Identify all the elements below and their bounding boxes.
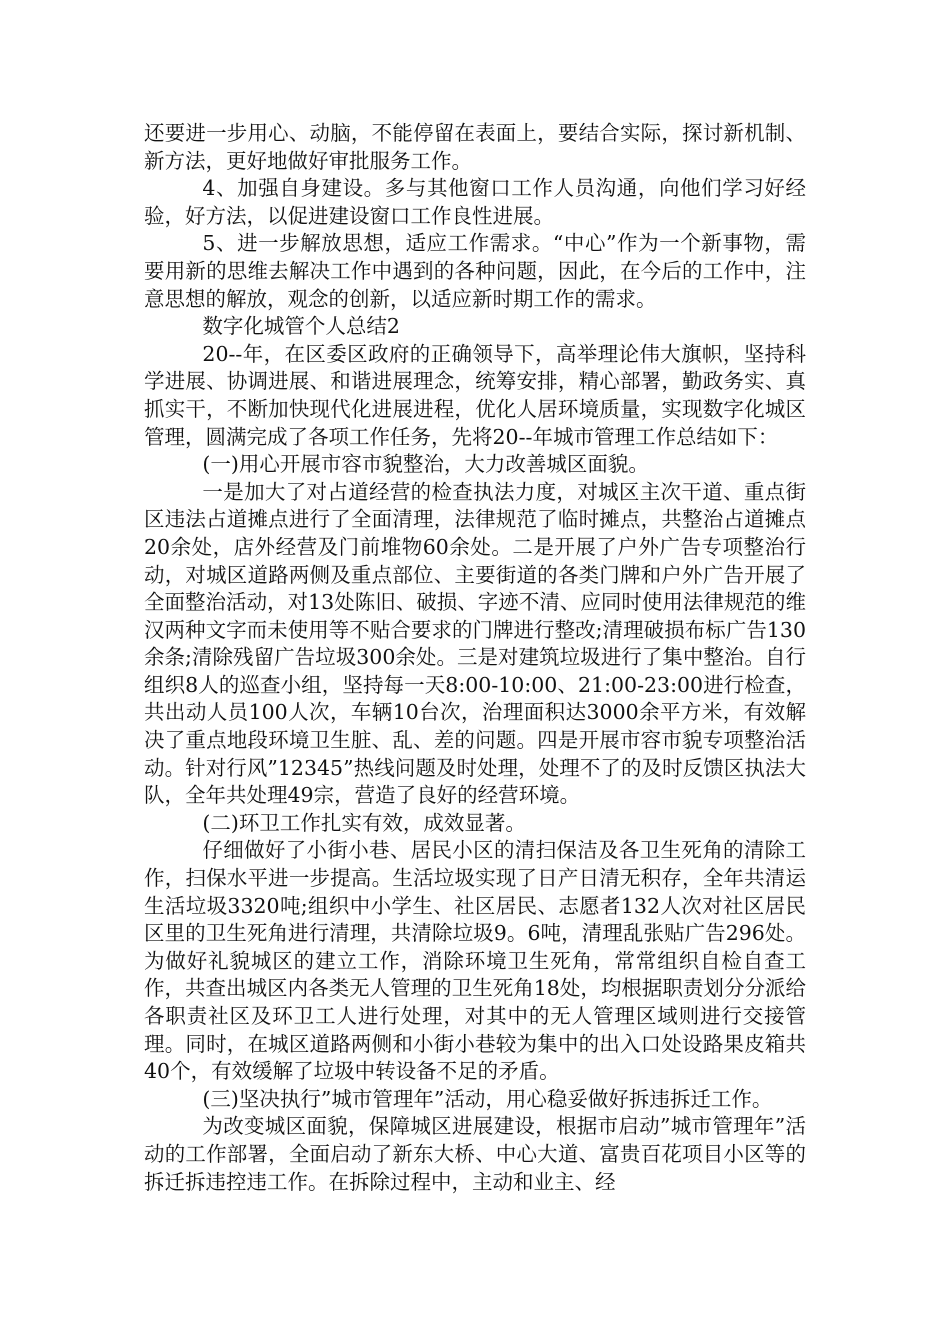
paragraph: 4、加强自身建设。多与其他窗口工作人员沟通，向他们学习好经验，好方法，以促进建设窗口工作良性进展。	[144, 176, 806, 228]
paragraph: 为改变城区面貌，保障城区进展建设，根据市启动”城市管理年”活动的工作部署，全面启动了新东大桥、中心大道、富贵百花项目小区等的拆迁拆违控违工作。在拆除过程中，主动和业主、经	[144, 1114, 806, 1194]
paragraph: 仔细做好了小街小巷、居民小区的清扫保洁及各卫生死角的清除工作，扫保水平进一步提高。生活垃圾实现了日产日清无积存，全年共清运生活垃圾3320吨;组织中小学生、社区居民、志愿者132人次对社区居民区里的卫生死角进行清理，共清除垃圾9。6吨，清理乱张贴广告296处。为做好礼貌城区的建立工作，消除环境卫生死角，常常组织自检自查工作，共查出城区内各类无人管理的卫生死角18处，均根据职责划分分派给各职责社区及环卫工人进行处理，对其中的无人管理区域则进行交接管理。同时，在城区道路两侧和小街小巷较为集中的出入口处设路果皮箱共40个，有效缓解了垃圾中转设备不足的矛盾。	[144, 838, 806, 1084]
paragraph: 还要进一步用心、动脑，不能停留在表面上，要结合实际，探讨新机制、新方法，更好地做好审批服务工作。	[144, 121, 806, 173]
paragraph: 5、进一步解放思想，适应工作需求。“中心”作为一个新事物，需要用新的思维去解决工作中遇到的各种问题，因此，在今后的工作中，注意思想的解放，观念的创新，以适应新时期工作的需求。	[144, 231, 806, 311]
section-heading: (三)坚决执行”城市管理年”活动，用心稳妥做好拆违拆迁工作。	[202, 1086, 773, 1111]
document-body	[144, 120, 806, 1196]
section-heading: (一)用心开展市容市貌整治，大力改善城区面貌。	[202, 452, 649, 477]
paragraph: 20--年，在区委区政府的正确领导下，高举理论伟大旗帜，坚持科学进展、协调进展、和谐进展理念，统筹安排，精心部署，勤政务实、真抓实干，不断加快现代化进展进程，优化人居环境质量，实现数字化城区管理，圆满完成了各项工作任务，先将20--年城市管理工作总结如下：	[144, 341, 806, 449]
paragraph: 一是加大了对占道经营的检查执法力度，对城区主次干道、重点街区违法占道摊点进行了全面清理，法律规范了临时摊点，共整治占道摊点20余处，店外经营及门前堆物60余处。二是开展了户外广告专项整治行动，对城区道路两侧及重点部位、主要街道的各类门牌和户外广告开展了全面整治活动，对13处陈旧、破损、字迹不清、应同时使用法律规范的维汉两种文字而未使用等不贴合要求的门牌进行整改;清理破损布标广告130余条;清除残留广告垃圾300余处。三是对建筑垃圾进行了集中整治。自行组织8人的巡查小组，坚持每一天8:00-10:00、21:00-23:00进行检查，共出动人员100人次，车辆10台次，治理面积达3000余平方米，有效解决了重点地段环境卫生脏、乱、差的问题。四是开展市容市貌专项整治活动。针对行风”12345”热线问题及时处理，处理不了的及时反馈区执法大队，全年共处理49宗，营造了良好的经营环境。	[144, 479, 806, 808]
section-heading: 数字化城管个人总结2	[202, 314, 400, 339]
section-heading: (二)环卫工作扎实有效，成效显著。	[202, 810, 526, 835]
